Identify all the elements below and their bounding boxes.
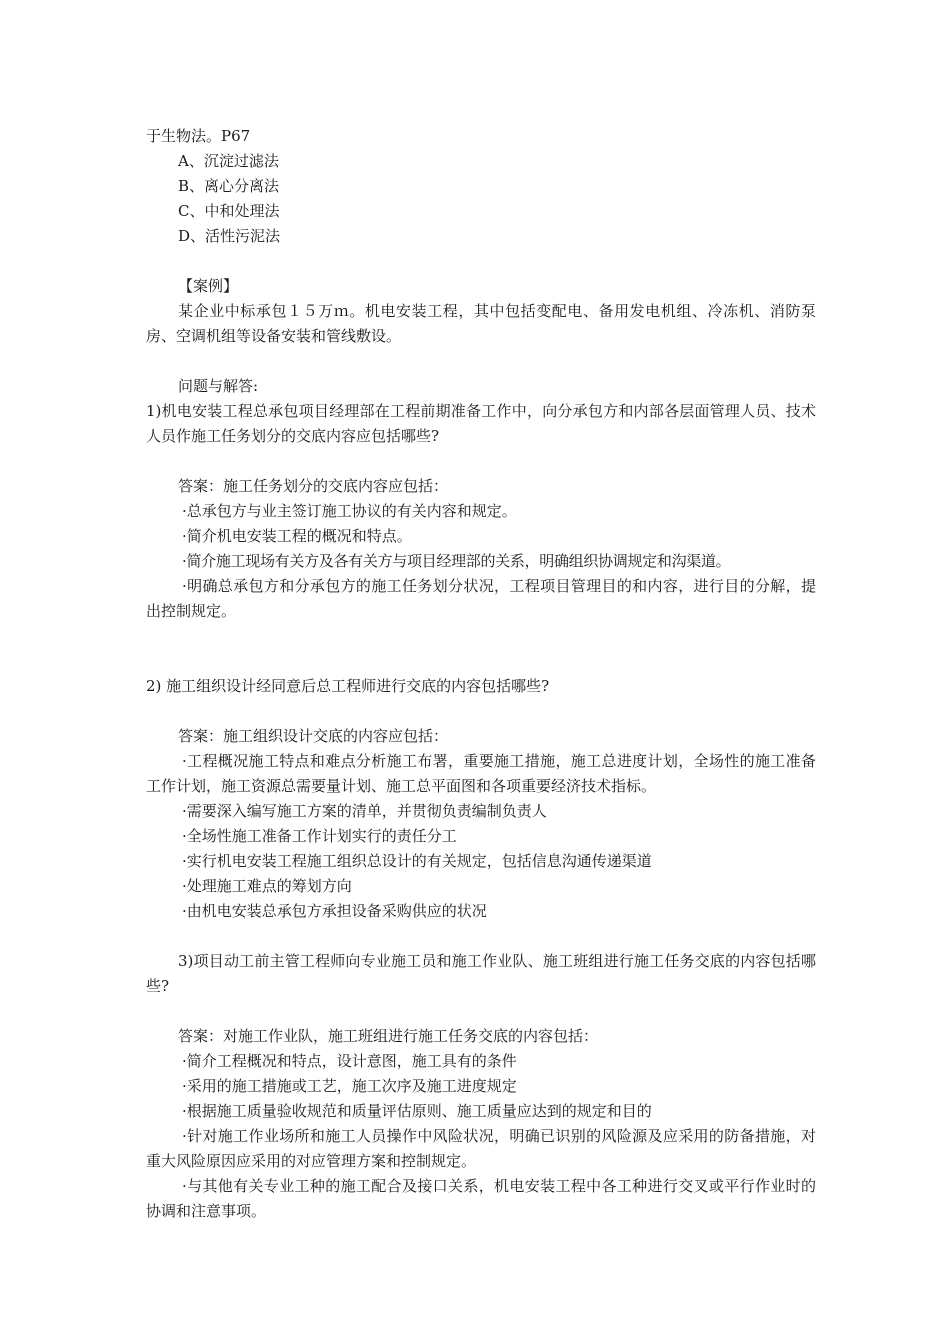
spacer bbox=[146, 249, 816, 274]
q3-bullet: ·根据施工质量验收规范和质量评估原则、施工质量应达到的规定和目的 bbox=[182, 1102, 652, 1120]
q2-bullet: ·工程概况施工特点和难点分析施工布署，重要施工措施，施工总进度计划，全场性的施工准备工作计划，施工资源总需要量计划、施工总平面图和各项重要经济技术指标。 bbox=[146, 752, 816, 795]
q3-question: 3)项目动工前主管工程师向专业施工员和施工作业队、施工班组进行施工任务交底的内容包括哪些? bbox=[146, 952, 816, 995]
option-b: B、离心分离法 bbox=[178, 177, 280, 195]
q2-bullet: ·处理施工难点的筹划方向 bbox=[182, 877, 352, 895]
q2-question: 2) 施工组织设计经同意后总工程师进行交底的内容包括哪些? bbox=[146, 677, 550, 695]
q1-bullet: ·总承包方与业主签订施工协议的有关内容和规定。 bbox=[182, 502, 517, 520]
spacer bbox=[146, 924, 816, 949]
option-a: A、沉淀过滤法 bbox=[178, 152, 279, 170]
q2-bullet: ·全场性施工准备工作计划实行的责任分工 bbox=[182, 827, 457, 845]
q2-bullet: ·由机电安装总承包方承担设备采购供应的状况 bbox=[182, 902, 487, 920]
q2-answer-intro: 答案：施工组织设计交底的内容应包括： bbox=[178, 727, 449, 745]
spacer bbox=[146, 699, 816, 724]
q2-bullet: ·实行机电安装工程施工组织总设计的有关规定，包括信息沟通传递渠道 bbox=[182, 852, 652, 870]
q3-answer-intro: 答案：对施工作业队，施工班组进行施工任务交底的内容包括： bbox=[178, 1027, 599, 1045]
q3-bullet: ·简介工程概况和特点，设计意图，施工具有的条件 bbox=[182, 1052, 517, 1070]
q2-bullet: ·需要深入编写施工方案的清单，并贯彻负责编制负责人 bbox=[182, 802, 547, 820]
document-content bbox=[146, 124, 816, 1224]
q1-bullet: ·简介施工现场有关方及各有关方与项目经理部的关系，明确组织协调规定和沟渠道。 bbox=[182, 552, 731, 570]
q1-bullet: ·简介机电安装工程的概况和特点。 bbox=[182, 527, 412, 545]
q3-bullet: ·针对施工作业场所和施工人员操作中风险状况，明确已识别的风险源及应采用的防备措施，对重大风险原因应采用的对应管理方案和控制规定。 bbox=[146, 1127, 816, 1170]
spacer bbox=[146, 624, 816, 674]
q1-bullet: ·明确总承包方和分承包方的施工任务划分状况，工程项目管理目的和内容，进行目的分解，提出控制规定。 bbox=[146, 577, 816, 620]
option-c: C、中和处理法 bbox=[178, 202, 280, 220]
q3-bullet: ·与其他有关专业工种的施工配合及接口关系，机电安装工程中各工种进行交叉或平行作业时的协调和注意事项。 bbox=[146, 1177, 816, 1220]
option-d: D、活性污泥法 bbox=[178, 227, 281, 245]
question-tail: 于生物法。P67 bbox=[146, 127, 251, 145]
spacer bbox=[146, 349, 816, 374]
case-heading: 【案例】 bbox=[178, 277, 239, 295]
q3-bullet: ·采用的施工措施或工艺，施工次序及施工进度规定 bbox=[182, 1077, 517, 1095]
q1-question: 1)机电安装工程总承包项目经理部在工程前期准备工作中，向分承包方和内部各层面管理人员、技术人员作施工任务划分的交底内容应包括哪些? bbox=[146, 402, 816, 445]
case-body: 某企业中标承包１５万ｍ。机电安装工程，其中包括变配电、备用发电机组、冷冻机、消防泵房、空调机组等设备安装和管线敷设。 bbox=[146, 302, 816, 345]
spacer bbox=[146, 999, 816, 1024]
qa-heading: 问题与解答: bbox=[178, 377, 259, 395]
spacer bbox=[146, 449, 816, 474]
q1-answer-intro: 答案：施工任务划分的交底内容应包括： bbox=[178, 477, 449, 495]
